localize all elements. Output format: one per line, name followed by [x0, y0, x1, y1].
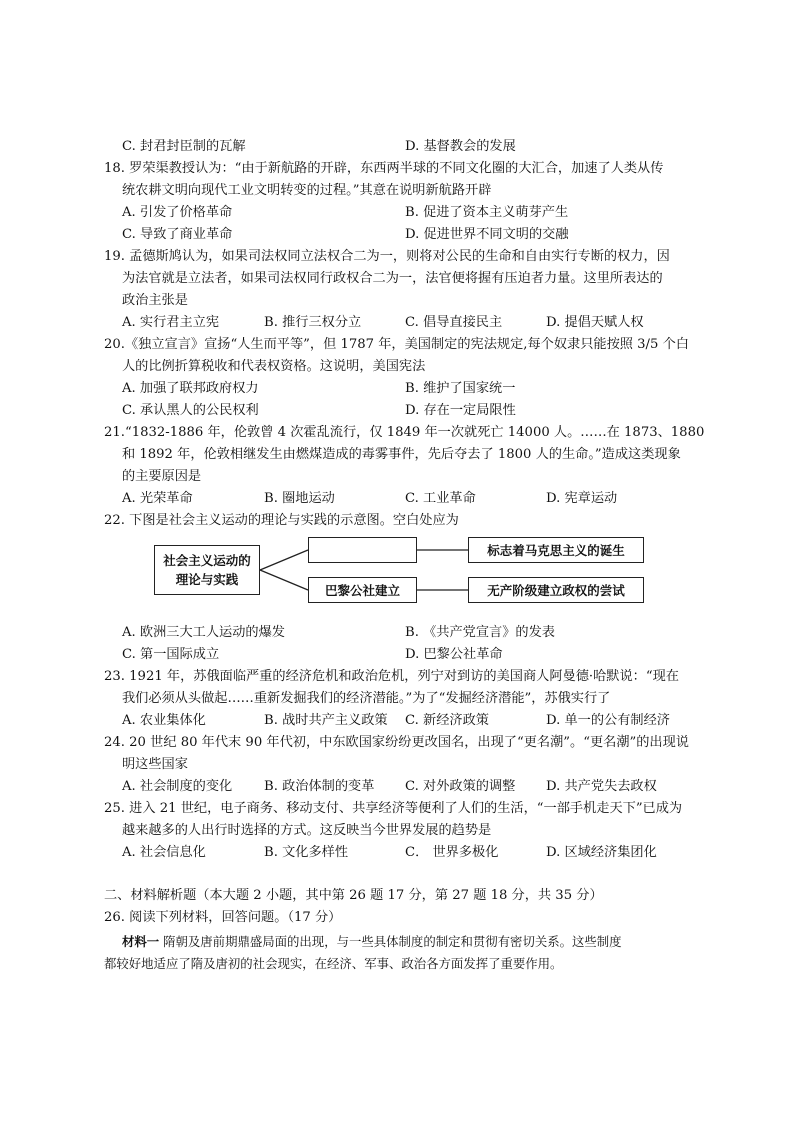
q26-stem: 26. 阅读下列材料，回答问题。（17 分） — [104, 910, 342, 925]
q23-stem-line1: 23. 1921 年，苏俄面临严重的经济危机和政治危机，列宁对到访的美国商人阿曼德·哈默说：“现在 — [104, 669, 679, 684]
q22-stem-line1: 22. 下图是社会主义运动的理论与实践的示意图。空白处应为 — [104, 513, 459, 528]
q26-material1-line2: 都较好地适应了隋及唐初的社会现实，在经济、军事、政治各方面发挥了重要作用。 — [104, 956, 563, 971]
diagram-marxism-birth-box: 标志着马克思主义的诞生 — [468, 537, 644, 563]
q19-stem-line1: 19. 孟德斯鸠认为，如果司法权同立法权合二为一，则将对公民的生命和自由实行专断的权力，因 — [104, 249, 670, 264]
q20-option-a: A. 加强了联邦政府权力 — [122, 381, 259, 396]
q23-option-a: A. 农业集体化 — [122, 713, 206, 728]
q21-option-b: B. 圈地运动 — [264, 491, 335, 506]
q22-option-d: D. 巴黎公社革命 — [405, 647, 503, 662]
q21-option-a: A. 光荣革命 — [122, 491, 193, 506]
q20-stem-line2: 人的比例折算税收和代表权资格。这说明，美国宪法 — [122, 359, 426, 374]
q18-stem-line2: 统农耕文明向现代工业文明转变的过程。”其意在说明新航路开辟 — [122, 183, 492, 198]
q24-option-c: C. 对外政策的调整 — [405, 779, 516, 794]
q26-material1-line1 — [122, 932, 622, 952]
q21-stem-line3: 的主要原因是 — [122, 469, 202, 484]
q18-option-a: A. 引发了价格革命 — [122, 205, 233, 220]
q25-option-c: C． 世界多极化 — [405, 845, 499, 860]
q25-stem-line1: 25. 进入 21 世纪，电子商务、移动支付、共享经济等便利了人们的生活，“一部手机走天下”已成为 — [104, 801, 683, 816]
q21-option-c: C. 工业革命 — [405, 491, 476, 506]
q23-stem-line2: 我们必须从头做起……重新发掘我们的经济潜能。”为了“发掘经济潜能”，苏俄实行了 — [122, 691, 611, 706]
q21-option-d: D. 宪章运动 — [546, 491, 618, 506]
q24-option-a: A. 社会制度的变化 — [122, 779, 233, 794]
q24-option-d: D. 共产党失去政权 — [546, 779, 657, 794]
q21-stem-line2: 和 1892 年，伦敦相继发生由燃煤造成的毒雾事件，先后夺去了 1800 人的生命。”造成这类现象 — [122, 447, 681, 462]
q24-stem-line1: 24. 20 世纪 80 年代末 90 年代初，中东欧国家纷纷更改国名，出现了“更名潮”。“更名潮”的出现说 — [104, 735, 689, 750]
q19-option-a: A. 实行君主立宪 — [122, 315, 220, 330]
material1-label: 材料一 — [122, 934, 160, 949]
diagram-root-box: 社会主义运动的理论与实践 — [154, 545, 260, 595]
q20-option-c: C. 承认黑人的公民权利 — [122, 403, 259, 418]
q19-option-d: D. 提倡天赋人权 — [546, 315, 644, 330]
q19-option-c: C. 倡导直接民主 — [405, 315, 503, 330]
q19-stem-line2: 为法官就是立法者，如果司法权同行政权合二为一，法官便将握有压迫者力量。这里所表达的 — [122, 271, 663, 286]
q17-option-d: D. 基督教会的发展 — [405, 139, 516, 154]
q25-option-a: A. 社会信息化 — [122, 845, 206, 860]
q25-option-b: B. 文化多样性 — [264, 845, 349, 860]
q17-option-c: C. 封君封臣制的瓦解 — [122, 139, 246, 154]
material1-text: 隋朝及唐前期鼎盛局面的出现，与一些具体制度的制定和贯彻有密切关系。这些制度 — [159, 934, 622, 949]
q22-option-b: B. 《共产党宣言》的发表 — [405, 625, 555, 640]
q18-option-b: B. 促进了资本主义萌芽产生 — [405, 205, 569, 220]
q25-option-d: D. 区域经济集团化 — [546, 845, 657, 860]
q18-stem-line1: 18. 罗荣渠教授认为：“由于新航路的开辟，东西两半球的不同文化圈的大汇合，加速了人类从传 — [104, 161, 664, 176]
q19-option-b: B. 推行三权分立 — [264, 315, 362, 330]
section2-heading: 二、材料解析题（本大题 2 小题，其中第 26 题 17 分，第 27 题 18 分，共 35 分） — [104, 888, 603, 903]
q18-option-c: C. 导致了商业革命 — [122, 227, 233, 242]
q23-option-c: C. 新经济政策 — [405, 713, 489, 728]
q21-stem-line1: 21.“1832-1886 年，伦敦曾 4 次霍乱流行，仅 1849 年一次就死亡 14000 人。……在 1873、1880 — [104, 425, 705, 440]
diagram-proletariat-attempt-box: 无产阶级建立政权的尝试 — [468, 577, 644, 603]
q24-option-b: B. 政治体制的变革 — [264, 779, 375, 794]
diagram-paris-commune-box: 巴黎公社建立 — [308, 577, 417, 603]
q23-option-b: B. 战时共产主义政策 — [264, 713, 388, 728]
q22-option-c: C. 第一国际成立 — [122, 647, 220, 662]
q20-stem-line1: 20.《独立宣言》宣扬“人生而平等”，但 1787 年，美国制定的宪法规定,每个奴隶只能按照 3/5 个白 — [104, 337, 689, 352]
q23-option-d: D. 单一的公有制经济 — [546, 713, 670, 728]
q25-stem-line2: 越来越多的人出行时选择的方式。这反映当今世界发展的趋势是 — [122, 823, 492, 838]
q18-option-d: D. 促进世界不同文明的交融 — [405, 227, 569, 242]
q20-option-b: B. 维护了国家统一 — [405, 381, 516, 396]
q19-stem-line3: 政治主张是 — [122, 293, 188, 308]
diagram-blank-box — [308, 537, 417, 563]
q22-option-a: A. 欧洲三大工人运动的爆发 — [122, 625, 285, 640]
q20-option-d: D. 存在一定局限性 — [405, 403, 516, 418]
q24-stem-line2: 明这些国家 — [122, 757, 188, 772]
